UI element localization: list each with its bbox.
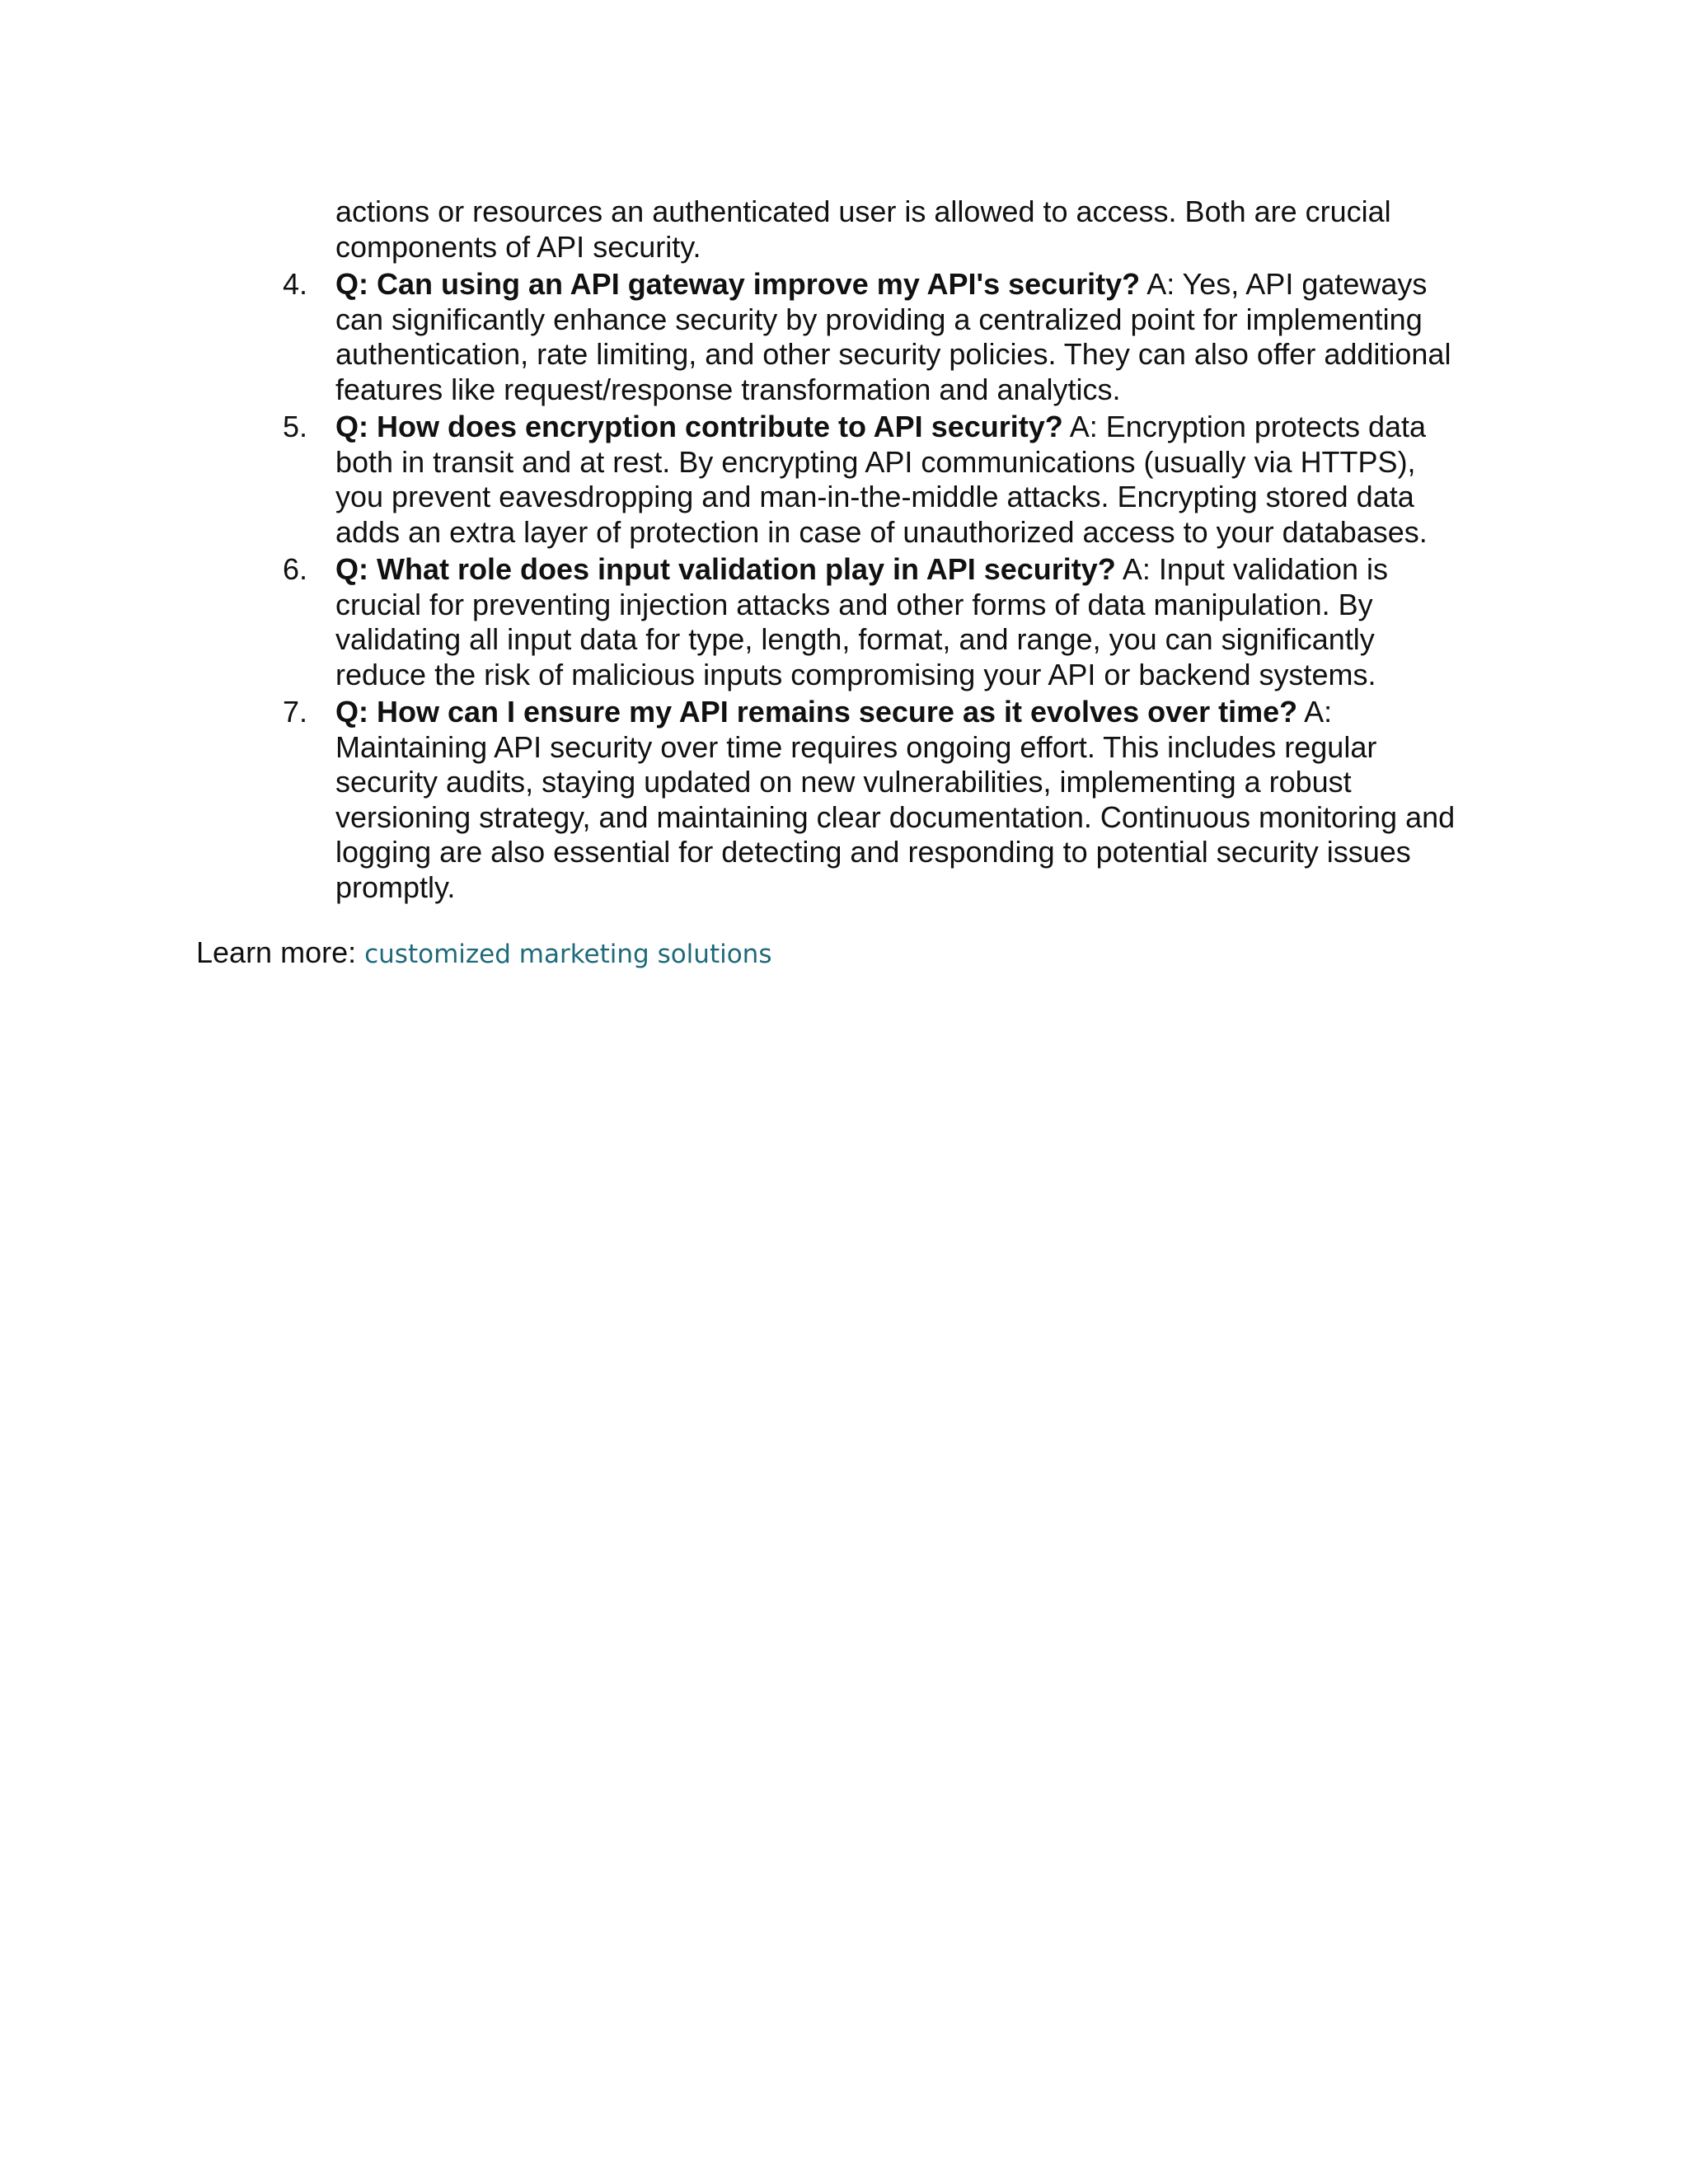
faq-answer-start: A: Yes, API gateways <box>1140 267 1428 301</box>
faq-answer-start: A: <box>1297 695 1333 729</box>
text-line: logging are also essential for detecting and responding to potential security issues <box>335 835 1411 869</box>
faq-first-line <box>335 552 1490 588</box>
list-number: 4. <box>283 267 308 301</box>
text-line: authentication, rate limiting, and other security policies. They can also offer additional <box>335 337 1451 371</box>
text-line: features like request/response transformation and analytics. <box>335 372 1121 406</box>
faq-answer-start: A: Encryption protects data <box>1062 410 1427 443</box>
text-line: security audits, staying updated on new vulnerabilities, implementing a robust <box>335 765 1352 799</box>
learn-more-label: Learn more: <box>196 935 365 969</box>
faq-answer-start: A: Input validation is <box>1115 552 1389 586</box>
faq-item-6 <box>196 552 1490 692</box>
text-line: versioning strategy, and maintaining clear documentation. Continuous monitoring and <box>335 799 1456 834</box>
text-line: can significantly enhance security by providing a centralized point for implementing <box>335 302 1423 336</box>
text-line: actions or resources an authenticated user is allowed to access. Both are crucial <box>335 194 1391 228</box>
faq-question: Q: How does encryption contribute to API security? <box>335 410 1063 443</box>
text-line: promptly. <box>335 869 456 904</box>
previous-answer-continuation <box>335 194 1490 265</box>
faq-item-4 <box>196 267 1490 407</box>
faq-first-line <box>335 267 1490 302</box>
learn-more-link[interactable]: customized marketing solutions <box>364 940 772 969</box>
text-line: reduce the risk of malicious inputs compromising your API or backend systems. <box>335 657 1376 691</box>
faq-first-line <box>335 695 1490 730</box>
list-number: 5. <box>283 410 308 443</box>
text-line: adds an extra layer of protection in case of unauthorized access to your databases. <box>335 514 1428 549</box>
faq-item-5 <box>196 410 1490 550</box>
text-line: crucial for preventing injection attacks and other forms of data manipulation. By <box>335 587 1373 621</box>
text-line: Maintaining API security over time requires ongoing effort. This includes regular <box>335 729 1377 764</box>
text-line: validating all input data for type, length, format, and range, you can significantly <box>335 622 1375 656</box>
faq-item-7 <box>196 695 1490 905</box>
text-line: both in transit and at rest. By encrypting API communications (usually via HTTPS), <box>335 444 1416 479</box>
text-line: components of API security. <box>335 229 701 264</box>
document-content <box>196 194 1490 972</box>
list-number: 7. <box>283 695 308 729</box>
faq-question: Q: Can using an API gateway improve my API's security? <box>335 267 1141 301</box>
faq-first-line <box>335 410 1490 445</box>
faq-question: Q: What role does input validation play in API security? <box>335 552 1116 586</box>
text-line: you prevent eavesdropping and man-in-the-middle attacks. Encrypting stored data <box>335 480 1414 513</box>
learn-more-line <box>196 935 1490 972</box>
list-number: 6. <box>283 552 308 586</box>
faq-question: Q: How can I ensure my API remains secure as it evolves over time? <box>335 695 1298 729</box>
